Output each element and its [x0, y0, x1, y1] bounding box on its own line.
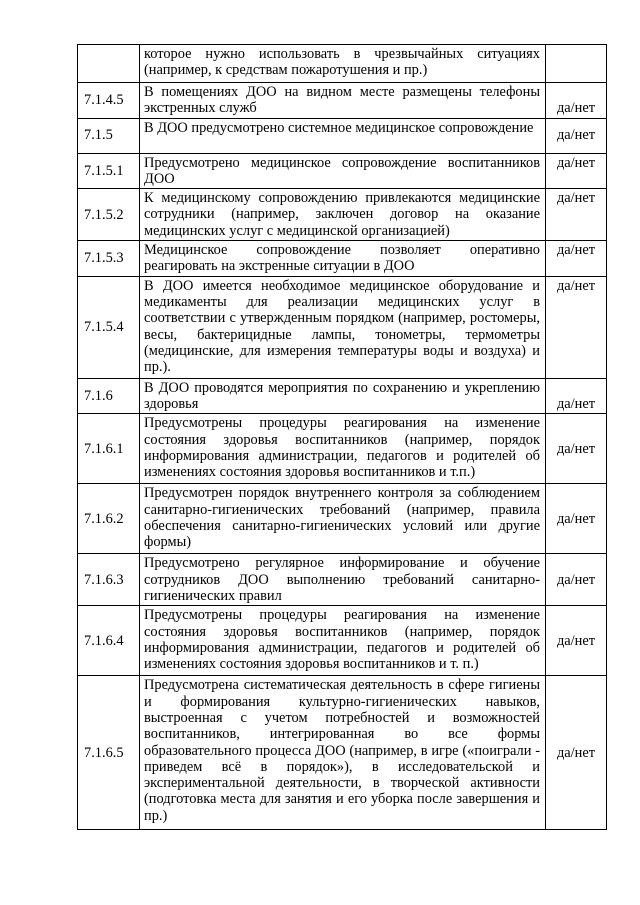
- row-answer: да/нет: [546, 153, 607, 189]
- row-answer: да/нет: [546, 276, 607, 378]
- row-answer: да/нет: [546, 118, 607, 153]
- row-answer: да/нет: [546, 241, 607, 277]
- row-description: Предусмотрено медицинское сопровождение воспитанников ДОО: [140, 153, 546, 189]
- row-code: 7.1.4.5: [78, 83, 140, 119]
- row-code: 7.1.5.3: [78, 241, 140, 277]
- row-description: К медицинскому сопровождению привлекаются медицинские сотрудники (например, заключен договор на оказание медицинских услуг с медицинской организацией): [140, 189, 546, 241]
- row-answer: да/нет: [546, 189, 607, 241]
- row-description: В ДОО предусмотрено системное медицинское сопровождение: [140, 118, 546, 153]
- row-description: В помещениях ДОО на видном месте размещены телефоны экстренных служб: [140, 83, 546, 119]
- table-row: [78, 118, 607, 153]
- table-row: [78, 45, 607, 83]
- row-description: которое нужно использовать в чрезвычайных ситуациях (например, к средствам пожаротушения и пр.): [140, 45, 546, 83]
- table-row: [78, 378, 607, 414]
- row-code: 7.1.5: [78, 118, 140, 153]
- row-description: Предусмотрены процедуры реагирования на изменение состояния здоровья воспитанников (например, порядок информирования администрации, педагогов и родителей об изменениях состояния здоровья воспитанников и т.п.): [140, 414, 546, 484]
- row-description: Предусмотрены процедуры реагирования на изменение состояния здоровья воспитанников (например, порядок информирования администрации, педагогов и родителей об изменениях состояния здоровья воспитанников и т. п.): [140, 606, 546, 676]
- table-row: [78, 484, 607, 554]
- row-description: В ДОО имеется необходимое медицинское оборудование и медикаменты для реализации медицинских услуг в соответствии с утвержденным порядком (например, ростомеры, весы, бактерицидные лампы, тонометры, термометры (медицинские, для измерения температуры воды и воздуха) и пр.).: [140, 276, 546, 378]
- row-description: Предусмотрено регулярное информирование и обучение сотрудников ДОО выполнению требований санитарно-гигиенических правил: [140, 554, 546, 606]
- table-row: [78, 414, 607, 484]
- table-row: [78, 241, 607, 277]
- row-description: В ДОО проводятся мероприятия по сохранению и укреплению здоровья: [140, 378, 546, 414]
- row-answer: да/нет: [546, 554, 607, 606]
- row-code: 7.1.5.1: [78, 153, 140, 189]
- row-code: 7.1.5.4: [78, 276, 140, 378]
- row-code: 7.1.6.5: [78, 676, 140, 830]
- row-answer: да/нет: [546, 676, 607, 830]
- row-code: 7.1.6.3: [78, 554, 140, 606]
- row-code: 7.1.6.4: [78, 606, 140, 676]
- table-row: [78, 676, 607, 830]
- row-description: Предусмотрена систематическая деятельность в сфере гигиены и формирования культурно-гигиенических навыков, выстроенная с учетом потребностей и возможностей воспитанников, интегрированная во все формы образовательного процесса ДОО (например, в игре («поиграли - приведем всё в порядок»), в исследовательской и экспериментальной деятельности, в творческой активности (подготовка места для занятия и его уборка после завершения и пр.): [140, 676, 546, 830]
- table-row: [78, 153, 607, 189]
- table-row: [78, 554, 607, 606]
- row-code: 7.1.6.1: [78, 414, 140, 484]
- row-description: Предусмотрен порядок внутреннего контроля за соблюдением санитарно-гигиенических требований (например, правила обеспечения санитарно-гигиенических условий или другие формы): [140, 484, 546, 554]
- table-row: [78, 83, 607, 119]
- table-row: [78, 189, 607, 241]
- row-description: Медицинское сопровождение позволяет оперативно реагировать на экстренные ситуации в ДОО: [140, 241, 546, 277]
- row-answer: да/нет: [546, 378, 607, 414]
- table-row: [78, 276, 607, 378]
- row-code: 7.1.5.2: [78, 189, 140, 241]
- row-code: 7.1.6: [78, 378, 140, 414]
- row-answer: да/нет: [546, 414, 607, 484]
- criteria-table: [77, 44, 607, 830]
- row-code: 7.1.6.2: [78, 484, 140, 554]
- row-answer: [546, 45, 607, 83]
- row-answer: да/нет: [546, 606, 607, 676]
- table-row: [78, 606, 607, 676]
- row-answer: да/нет: [546, 83, 607, 119]
- row-answer: да/нет: [546, 484, 607, 554]
- row-code: [78, 45, 140, 83]
